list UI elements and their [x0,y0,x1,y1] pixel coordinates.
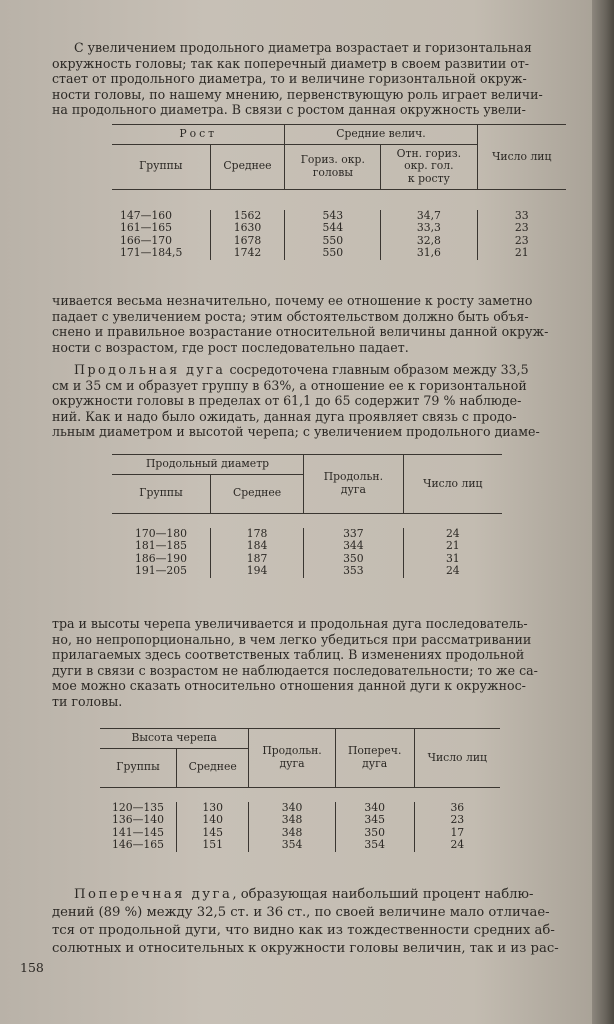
cell-mean: 145 [177,827,249,840]
column-header: Группы [112,144,210,189]
header-line: Гориз. окр. [300,153,365,166]
cell-group: 170—180 [135,526,188,540]
column-header: Среднее [211,474,304,513]
cell-arc: 344 [304,540,404,553]
text-line: тра и высоты черепа увеличивается и продольная дуга последователь- [52,616,528,631]
cell-mean: 184 [211,540,304,553]
cell-horiz: 544 [285,222,381,235]
text-line: на продольного диаметра. В связи с ростом данная окружность увели- [52,102,526,118]
table-header-group: Рост [112,125,285,145]
column-header: Среднее [210,144,285,189]
cell-trans-arc: 340 [335,802,414,815]
cell-count: 31 [403,553,502,566]
text-line: льным диаметром и высотой черепа; с увеличением продольного диаме- [52,424,540,440]
header-line: Продольн. [323,470,384,484]
paragraph-5 [52,886,572,958]
cell-group: 171—184,5 [120,246,183,259]
header-line: дуга [362,756,388,770]
cell-count: 24 [403,565,502,578]
text-line [52,362,572,378]
column-header [381,144,477,189]
text-line: падает с увеличением роста; этим обстоятельством должно быть объя- [52,308,529,324]
cell-group: 161—165 [120,221,173,234]
table-height-vs-circumference [112,124,566,274]
column-header: Число лиц [477,125,566,190]
cell-group: 120—135 [112,800,165,814]
table-row [100,839,500,852]
text-line: чивается весьма незначительно, почему ее отношение к росту заметно [52,293,533,308]
table-row [112,222,566,235]
text-line: ний. Как и надо было ожидать, данная дуга проявляет связь с продо- [52,408,517,424]
cell-group: 147—160 [120,208,173,222]
header-line: Продольн. [262,744,322,758]
cell-count: 36 [414,802,500,815]
column-header: Число лиц [414,729,500,788]
cell-ratio: 34,7 [381,210,477,223]
table-row [112,565,502,578]
cell-long-arc: 348 [249,827,335,840]
column-header: Группы [100,748,177,787]
text-line: но, но непропорционально, в чем легко убедиться при рассматривании [52,631,532,647]
text-line: окружность головы; так как поперечный диаметр в своем развитии от- [52,55,530,71]
cell-long-arc: 348 [249,814,335,827]
text-line: мое можно сказать относительно отношения данной дуги к окружнос- [52,678,526,694]
header-line: дуга [279,756,305,770]
cell-count: 17 [414,827,500,840]
cell-group: 181—185 [135,539,188,552]
table-row [112,540,502,553]
cell-count: 23 [414,814,500,827]
text-run: , образующая наибольший процент наблю- [232,887,534,902]
cell-count: 21 [403,540,502,553]
text-line: стает от продольного диаметра, то и величине горизонтальной окруж- [52,71,527,87]
cell-count: 23 [477,222,566,235]
text-line: дуги в связи с возрастом не наблюдается последовательности; то же са- [52,662,538,678]
cell-count: 24 [403,528,502,541]
cell-horiz: 543 [285,210,381,223]
header-line: дуга [340,482,366,496]
cell-mean: 1678 [210,235,285,248]
cell-mean: 130 [177,802,249,815]
text-line: С увеличением продольного диаметра возрастает и горизонтальная [74,40,532,55]
cell-long-arc: 340 [249,802,335,815]
cell-group: 141—145 [112,825,165,839]
cell-ratio: 33,3 [381,222,477,235]
cell-group: 166—170 [120,233,173,247]
cell-arc: 353 [304,565,404,578]
cell-mean: 1742 [210,247,285,260]
text-line: окружности головы в пределах от 61,1 до 65 содержит 79 % наблюде- [52,393,522,409]
cell-count: 24 [414,839,500,852]
cell-horiz: 550 [285,235,381,248]
column-header [304,455,404,514]
table-header-group: Средние велич. [285,125,477,145]
cell-group: 146—165 [112,838,165,851]
column-header [285,144,381,189]
cell-count: 23 [477,235,566,248]
lead-term: Поперечная дуга [74,887,233,902]
table-row [100,814,500,827]
paragraph-4 [52,616,572,710]
text-line: ности головы, по нашему мнению, первенствующую роль играет величи- [52,86,543,102]
column-header: Среднее [177,748,249,787]
cell-mean: 194 [211,565,304,578]
cell-mean: 1630 [210,222,285,235]
column-header: Число лиц [403,455,502,514]
cell-mean: 1562 [210,210,285,223]
table-skull-height-vs-arcs [100,728,500,864]
page-number: 158 [20,960,44,975]
header-line: Попереч. [348,744,402,758]
paragraph-2 [52,293,572,355]
text-line [52,886,572,904]
text-run: сосредоточена главным образом между 33,5 [225,362,529,377]
cell-mean: 178 [211,528,304,541]
header-line: к росту [407,171,450,185]
cell-arc: 337 [304,528,404,541]
cell-group: 191—205 [135,564,188,577]
lead-term: Продольная дуга [74,362,226,377]
header-line: головы [312,165,353,179]
table-header-group: Продольный диаметр [112,455,304,475]
cell-ratio: 31,6 [381,247,477,260]
text-line: солютных и относительных к окружности головы величин, так и из рас- [52,941,559,956]
cell-long-arc: 354 [249,839,335,852]
paragraph-1 [52,40,572,118]
cell-trans-arc: 345 [335,814,414,827]
table-row [112,247,566,260]
column-header [249,729,335,788]
paragraph-3 [52,362,572,440]
text-line: снено и правильное возрастание относительной величины данной окруж- [52,324,549,340]
cell-mean: 187 [211,553,304,566]
text-line: ти головы. [52,693,123,709]
table-length-vs-arc [112,454,502,592]
cell-group: 186—190 [135,551,188,565]
cell-mean: 151 [177,839,249,852]
text-line: прилагаемых здесь соответственых таблиц. В изменениях продольной [52,647,525,663]
cell-count: 33 [477,210,566,223]
cell-horiz: 550 [285,247,381,260]
column-header: Группы [112,474,211,513]
cell-trans-arc: 350 [335,827,414,840]
book-spine-shadow [592,0,614,1024]
cell-trans-arc: 354 [335,839,414,852]
cell-mean: 140 [177,814,249,827]
header-line: окр. гол. [404,159,454,173]
table-header-group: Высота черепа [100,729,249,749]
text-line: тся от продольной дуги, что видно как из тождественности средних аб- [52,923,555,938]
text-line: дений (89 %) между 32,5 ст. и 36 ст., по своей величине мало отличае- [52,905,550,920]
cell-arc: 350 [304,553,404,566]
cell-group: 136—140 [112,813,165,826]
cell-ratio: 32,8 [381,235,477,248]
cell-count: 21 [477,247,566,260]
text-line: см и 35 см и образует группу в 63%, а отношение ее к горизонтальной [52,377,527,393]
header-line: Отн. гориз. [396,146,462,160]
text-line: ности с возрастом, где рост последовательно падает. [52,339,409,355]
column-header [335,729,414,788]
